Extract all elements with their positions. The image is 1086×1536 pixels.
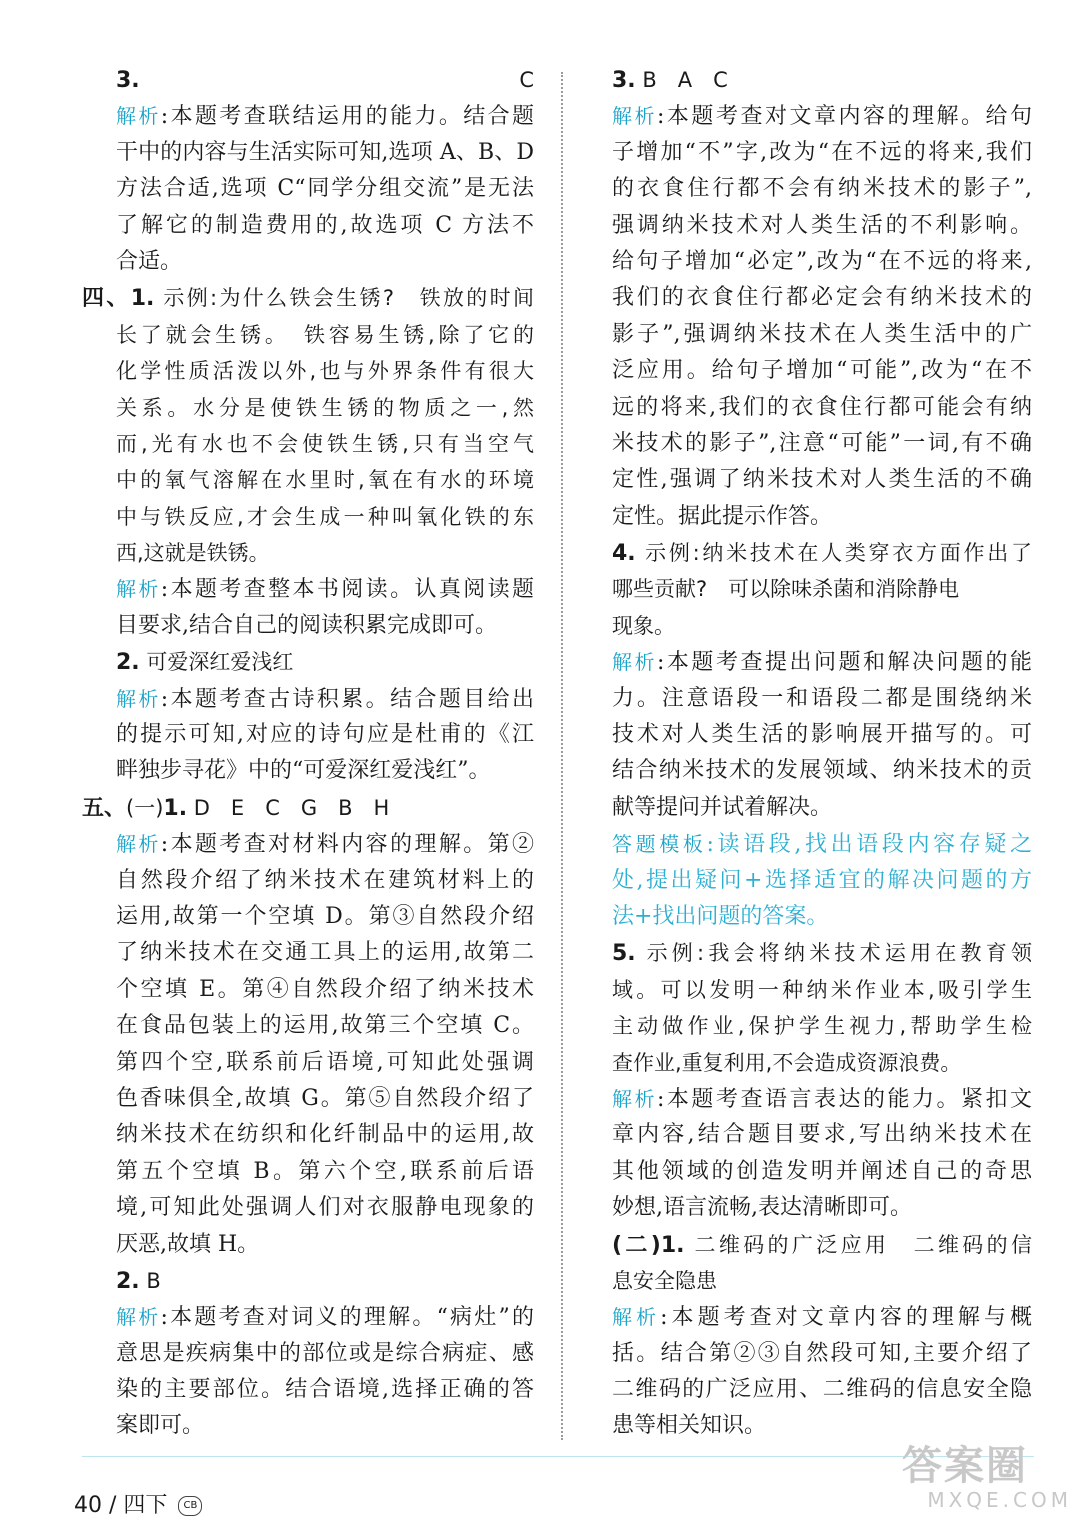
page-footer	[74, 1488, 202, 1519]
left-text-line	[82, 1336, 534, 1372]
text-segment: 可爱深红爱浅红	[139, 650, 294, 675]
right-text-line	[612, 98, 1032, 134]
text-segment: 第五个空填 B。第六个空,联系前后语	[116, 1158, 534, 1184]
footer-rule	[82, 1456, 1034, 1457]
left-text-line	[82, 62, 534, 98]
right-text-line	[612, 280, 1032, 316]
text-segment: 长了就会生锈。 铁容易生锈,除了它的	[116, 322, 534, 347]
left-text-line	[82, 98, 534, 134]
text-segment: 示例:为什么铁会生锈? 铁放的时间	[154, 286, 534, 311]
right-text-line	[612, 462, 1032, 498]
right-text-line	[612, 1336, 1032, 1372]
text-segment: 法+找出问题的答案。	[612, 903, 829, 929]
left-text-line	[82, 1227, 534, 1263]
text-segment: 2.	[116, 650, 140, 676]
text-segment: 3.	[116, 68, 140, 93]
text-segment: 1.	[660, 1232, 685, 1258]
watermark-url: MXQE.COM	[927, 1488, 1072, 1512]
text-segment: :本题考查联结运用的能力。结合题	[160, 104, 534, 130]
column-divider	[561, 72, 563, 1440]
left-text-line	[82, 317, 534, 353]
text-segment: (二)	[612, 1232, 661, 1258]
text-segment: 个空填 E。第④自然段介绍了纳米技术	[116, 976, 534, 1002]
text-segment: :本题考查对材料内容的理解。第②	[160, 832, 534, 858]
text-segment: :本题考查提出问题和解决问题的能	[657, 650, 1032, 676]
text-segment: 厌恶,故填 H。	[116, 1231, 260, 1257]
right-text-line	[612, 317, 1032, 353]
left-text-line	[82, 681, 534, 717]
text-segment: :本题考查语言表达的能力。紧扣文	[657, 1086, 1032, 1112]
text-segment: 1.	[130, 286, 155, 312]
right-text-line	[612, 935, 1032, 971]
text-segment: B A C	[635, 68, 728, 92]
label-tag: 解析	[612, 104, 658, 129]
watermark-logo	[902, 1444, 1072, 1514]
text-segment: 力。注意语段一和语段二都是围绕纳米	[612, 685, 1032, 711]
text-segment: 远的将来,我们的衣食住行都可能会有纳	[612, 394, 1032, 420]
text-segment: 干中的内容与生活实际可知,选项 A、B、D	[116, 139, 534, 165]
text-segment: 子增加“不”字,改为“在不远的将来,我们	[612, 139, 1032, 165]
right-text-line	[612, 171, 1032, 207]
right-text-line	[612, 608, 1032, 644]
right-text-line	[612, 571, 1032, 607]
text-segment: 结合纳米技术的发展领域、纳米技术的贡	[612, 758, 1032, 784]
right-text-line	[612, 717, 1032, 753]
right-text-line	[612, 390, 1032, 426]
text-segment: D E C G B H	[187, 795, 390, 820]
right-text-line	[612, 1154, 1032, 1190]
text-segment: 给句子增加“必定”,改为“在不远的将来,	[612, 248, 1032, 274]
text-segment: 定性,强调了纳米技术对人类生活的不确	[612, 467, 1032, 493]
right-text-line	[612, 499, 1032, 535]
left-text-line	[82, 1299, 534, 1335]
text-segment: 四、	[82, 286, 131, 312]
text-segment: :读语段,找出语段内容存疑之	[706, 832, 1032, 858]
edition-badge-icon: CB	[178, 1496, 202, 1516]
label-tag: 解析	[116, 1305, 161, 1330]
text-segment: B	[139, 1268, 161, 1293]
label-tag: 答题模板	[612, 832, 707, 857]
right-text-line	[612, 826, 1032, 862]
left-text-line	[82, 1117, 534, 1153]
left-text-line	[82, 390, 534, 426]
left-text-line	[82, 644, 534, 680]
text-segment: 查作业,重复利用,不会造成资源浪费。	[612, 1050, 962, 1075]
left-text-line	[82, 1263, 534, 1299]
text-segment: 2.	[116, 1268, 140, 1294]
right-text-line	[612, 426, 1032, 462]
left-text-line	[82, 535, 534, 571]
text-segment: 意思是疾病集中的部位或是综合病症、感	[116, 1340, 534, 1366]
left-text-line	[82, 1372, 534, 1408]
text-segment: 五、	[82, 795, 127, 821]
text-segment: 运用,故第一个空填 D。第③自然段介绍	[116, 903, 534, 929]
text-segment: 患等相关知识。	[612, 1413, 767, 1439]
text-segment: :本题考查古诗积累。结合题目给出	[160, 686, 534, 712]
right-text-line	[612, 135, 1032, 171]
text-segment: :本题考查对文章内容的理解。给句	[657, 104, 1032, 130]
right-text-line	[612, 1117, 1032, 1153]
text-segment: 影子”,强调纳米技术在人类生活中的广	[612, 321, 1032, 347]
left-text-line	[82, 353, 534, 389]
left-text-line	[82, 1045, 534, 1081]
text-segment: 定性。据此提示作答。	[612, 503, 833, 529]
text-segment: 境,可知此处强调人们对衣服静电现象的	[116, 1195, 534, 1221]
left-text-line	[82, 753, 534, 789]
right-text-line	[612, 1081, 1032, 1117]
text-segment: 纳米技术在纺织和化纤制品中的运用,故	[116, 1122, 534, 1148]
left-text-line	[82, 571, 534, 607]
text-segment: 献等提问并试着解决。	[612, 794, 833, 820]
right-text-line	[612, 753, 1032, 789]
left-text-line	[82, 972, 534, 1008]
text-segment: 而,光有水也不会使铁生锈,只有当空气	[116, 431, 534, 456]
left-text-line	[82, 717, 534, 753]
text-segment: 的衣食住行都不会有纳米技术的影子”,	[612, 176, 1032, 202]
left-text-line	[82, 608, 534, 644]
text-segment: 示例:我会将纳米技术运用在教育领	[635, 941, 1032, 966]
left-text-line	[82, 1081, 534, 1117]
text-segment: 其他领域的创造发明并阐述自己的奇思	[612, 1158, 1032, 1184]
left-text-line	[82, 1408, 534, 1444]
right-text-line	[612, 681, 1032, 717]
text-segment: 我们的衣食住行都必定会有纳米技术的	[612, 285, 1032, 311]
label-tag: 解析	[612, 650, 658, 675]
text-segment: 章内容,结合题目要求,写出纳米技术在	[612, 1122, 1032, 1148]
left-text-line	[82, 462, 534, 498]
text-segment: C	[139, 68, 534, 92]
text-segment: 5.	[612, 941, 636, 967]
text-segment: 了解它的制造费用的,故选项 C 方法不	[116, 212, 534, 238]
text-segment: 息安全隐患	[612, 1268, 717, 1293]
text-segment: 畔独步寻花》中的“可爱深红爱浅红”。	[116, 758, 491, 784]
text-segment: 强调纳米技术对人类生活的不利影响。	[612, 212, 1032, 238]
text-segment: 现象。	[612, 613, 675, 638]
text-segment: 案即可。	[116, 1413, 205, 1439]
text-segment: 中与铁反应,才会生成一种叫氧化铁的东	[116, 504, 534, 529]
right-text-line	[612, 1227, 1032, 1263]
left-text-line	[82, 135, 534, 171]
right-text-line	[612, 1008, 1032, 1044]
text-segment: 二维码的广泛应用 二维码的信	[684, 1232, 1032, 1257]
right-text-line	[612, 208, 1032, 244]
right-text-line	[612, 863, 1032, 899]
text-segment: 的提示可知,对应的诗句应是杜甫的《江	[116, 722, 534, 748]
left-text-line	[82, 244, 534, 280]
left-text-line	[82, 426, 534, 462]
right-text-line	[612, 1372, 1032, 1408]
text-segment: 自然段介绍了纳米技术在建筑材料上的	[116, 867, 534, 893]
text-segment: 哪些贡献? 可以除味杀菌和消除静电	[612, 577, 960, 602]
right-text-line	[612, 1299, 1032, 1335]
text-segment: 3.	[612, 68, 636, 93]
text-segment: 色香味俱全,故填 G。第⑤自然段介绍了	[116, 1085, 534, 1111]
text-segment: 方法合适,选项 C“同学分组交流”是无法	[116, 176, 534, 202]
right-text-line	[612, 244, 1032, 280]
left-text-line	[82, 171, 534, 207]
text-segment: 妙想,语言流畅,表达清晰即可。	[612, 1195, 912, 1221]
left-text-line	[82, 1190, 534, 1226]
left-text-line	[82, 280, 534, 316]
text-segment: 合适。	[116, 248, 183, 274]
left-text-line	[82, 208, 534, 244]
text-segment: 关系。水分是使铁生锈的物质之一,然	[116, 395, 534, 420]
text-segment: 了纳米技术在交通工具上的运用,故第二	[116, 940, 534, 966]
right-text-line	[612, 1045, 1032, 1081]
text-segment: 化学性质活泼以外,也与外界条件有很大	[116, 359, 534, 384]
text-segment: :本题考查对文章内容的理解与概	[660, 1305, 1032, 1331]
left-text-line	[82, 863, 534, 899]
grade-label: 四下	[123, 1493, 168, 1518]
text-segment: 泛应用。给句子增加“可能”,改为“在不	[612, 358, 1032, 384]
text-segment: (一)	[126, 795, 164, 820]
text-segment: 域。可以发明一种纳米作业本,吸引学生	[612, 977, 1032, 1002]
left-column	[82, 62, 534, 1445]
left-text-line	[82, 790, 534, 826]
right-text-line	[612, 790, 1032, 826]
right-text-line	[612, 899, 1032, 935]
label-tag: 解析	[116, 104, 161, 129]
text-segment: :本题考查对词义的理解。“病灶”的	[160, 1305, 534, 1331]
page-number: 40	[74, 1493, 102, 1518]
text-segment: 二维码的广泛应用、二维码的信息安全隐	[612, 1377, 1032, 1403]
left-text-line	[82, 899, 534, 935]
left-text-line	[82, 1008, 534, 1044]
right-column	[612, 62, 1032, 1445]
page-slash: /	[109, 1493, 117, 1518]
label-tag: 解析	[612, 1305, 661, 1330]
text-segment: 目要求,结合自己的阅读积累完成即可。	[116, 612, 497, 638]
right-text-line	[612, 535, 1032, 571]
right-text-line	[612, 644, 1032, 680]
text-segment: :本题考查整本书阅读。认真阅读题	[160, 577, 534, 603]
text-segment: 米技术的影子”,注意“可能”一词,有不确	[612, 430, 1032, 456]
text-segment: 染的主要部位。结合语境,选择正确的答	[116, 1377, 534, 1403]
text-segment: 技术对人类生活的影响展开描写的。可	[612, 722, 1032, 748]
label-tag: 解析	[116, 577, 161, 602]
text-segment: 示例:纳米技术在人类穿衣方面作出了	[635, 541, 1032, 566]
label-tag: 解析	[116, 686, 161, 711]
left-text-line	[82, 935, 534, 971]
right-text-line	[612, 353, 1032, 389]
right-text-line	[612, 1408, 1032, 1444]
text-segment: 4.	[612, 541, 636, 567]
text-segment: 第四个空,联系前后语境,可知此处强调	[116, 1049, 534, 1075]
text-segment: 中的氧气溶解在水里时,氧在有水的环境	[116, 468, 534, 493]
right-text-line	[612, 1263, 1032, 1299]
left-text-line	[82, 499, 534, 535]
left-text-line	[82, 1154, 534, 1190]
text-segment: 在食品包装上的运用,故第三个空填 C。	[116, 1013, 534, 1039]
watermark-text: 答案圈	[902, 1443, 1028, 1489]
right-text-line	[612, 62, 1032, 98]
left-text-line	[82, 826, 534, 862]
right-text-line	[612, 972, 1032, 1008]
label-tag: 解析	[116, 832, 161, 857]
text-segment: 括。结合第②③自然段可知,主要介绍了	[612, 1340, 1032, 1366]
text-segment: 1.	[163, 795, 188, 821]
label-tag: 解析	[612, 1086, 658, 1111]
text-segment: 西,这就是铁锈。	[116, 541, 270, 566]
text-segment: 主动做作业,保护学生视力,帮助学生检	[612, 1014, 1032, 1039]
text-segment: 处,提出疑问+选择适宜的解决问题的方	[612, 867, 1032, 893]
right-text-line	[612, 1190, 1032, 1226]
